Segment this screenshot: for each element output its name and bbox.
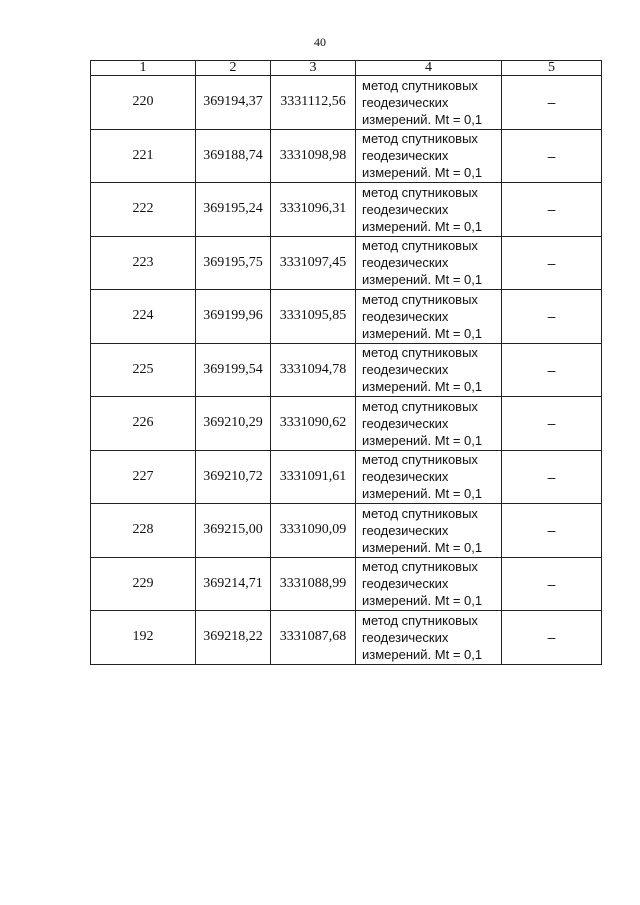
column-header-2: 2 bbox=[196, 61, 271, 76]
point-number-cell: 227 bbox=[91, 450, 196, 504]
column-header-4: 4 bbox=[356, 61, 502, 76]
point-number-cell: 222 bbox=[91, 183, 196, 237]
x-coordinate-cell: 369195,24 bbox=[196, 183, 271, 237]
y-coordinate-cell: 3331097,45 bbox=[271, 236, 356, 290]
method-cell: метод спутниковых геодезических измерений. Mt = 0,1 bbox=[356, 183, 502, 237]
y-coordinate-cell: 3331095,85 bbox=[271, 290, 356, 344]
table-row bbox=[91, 397, 602, 451]
table-row bbox=[91, 450, 602, 504]
point-number-cell: 229 bbox=[91, 557, 196, 611]
table-row bbox=[91, 236, 602, 290]
column-header-1: 1 bbox=[91, 61, 196, 76]
column-header-3: 3 bbox=[271, 61, 356, 76]
note-cell: – bbox=[502, 183, 602, 237]
x-coordinate-cell: 369195,75 bbox=[196, 236, 271, 290]
x-coordinate-cell: 369218,22 bbox=[196, 611, 271, 665]
x-coordinate-cell: 369199,54 bbox=[196, 343, 271, 397]
y-coordinate-cell: 3331098,98 bbox=[271, 129, 356, 183]
column-header-5: 5 bbox=[502, 61, 602, 76]
method-cell: метод спутниковых геодезических измерений. Mt = 0,1 bbox=[356, 557, 502, 611]
table-row bbox=[91, 611, 602, 665]
point-number-cell: 192 bbox=[91, 611, 196, 665]
x-coordinate-cell: 369210,29 bbox=[196, 397, 271, 451]
note-cell: – bbox=[502, 76, 602, 130]
point-number-cell: 228 bbox=[91, 504, 196, 558]
y-coordinate-cell: 3331088,99 bbox=[271, 557, 356, 611]
y-coordinate-cell: 3331091,61 bbox=[271, 450, 356, 504]
x-coordinate-cell: 369188,74 bbox=[196, 129, 271, 183]
x-coordinate-cell: 369194,37 bbox=[196, 76, 271, 130]
method-cell: метод спутниковых геодезических измерений. Mt = 0,1 bbox=[356, 343, 502, 397]
y-coordinate-cell: 3331094,78 bbox=[271, 343, 356, 397]
x-coordinate-cell: 369215,00 bbox=[196, 504, 271, 558]
page-number: 40 bbox=[314, 35, 326, 49]
y-coordinate-cell: 3331112,56 bbox=[271, 76, 356, 130]
table-row bbox=[91, 129, 602, 183]
y-coordinate-cell: 3331090,62 bbox=[271, 397, 356, 451]
table-row bbox=[91, 183, 602, 237]
point-number-cell: 220 bbox=[91, 76, 196, 130]
note-cell: – bbox=[502, 290, 602, 344]
x-coordinate-cell: 369210,72 bbox=[196, 450, 271, 504]
y-coordinate-cell: 3331090,09 bbox=[271, 504, 356, 558]
y-coordinate-cell: 3331087,68 bbox=[271, 611, 356, 665]
point-number-cell: 223 bbox=[91, 236, 196, 290]
method-cell: метод спутниковых геодезических измерений. Mt = 0,1 bbox=[356, 129, 502, 183]
note-cell: – bbox=[502, 129, 602, 183]
point-number-cell: 226 bbox=[91, 397, 196, 451]
table-row bbox=[91, 343, 602, 397]
coordinates-table bbox=[90, 60, 602, 665]
method-cell: метод спутниковых геодезических измерений. Mt = 0,1 bbox=[356, 397, 502, 451]
table-row bbox=[91, 504, 602, 558]
method-cell: метод спутниковых геодезических измерений. Mt = 0,1 bbox=[356, 450, 502, 504]
table-row bbox=[91, 557, 602, 611]
note-cell: – bbox=[502, 504, 602, 558]
method-cell: метод спутниковых геодезических измерений. Mt = 0,1 bbox=[356, 504, 502, 558]
note-cell: – bbox=[502, 236, 602, 290]
point-number-cell: 224 bbox=[91, 290, 196, 344]
method-cell: метод спутниковых геодезических измерений. Mt = 0,1 bbox=[356, 611, 502, 665]
method-cell: метод спутниковых геодезических измерений. Mt = 0,1 bbox=[356, 236, 502, 290]
x-coordinate-cell: 369214,71 bbox=[196, 557, 271, 611]
table-header-row bbox=[91, 61, 602, 76]
table-row bbox=[91, 290, 602, 344]
method-cell: метод спутниковых геодезических измерений. Mt = 0,1 bbox=[356, 76, 502, 130]
note-cell: – bbox=[502, 450, 602, 504]
table-row bbox=[91, 76, 602, 130]
point-number-cell: 221 bbox=[91, 129, 196, 183]
point-number-cell: 225 bbox=[91, 343, 196, 397]
note-cell: – bbox=[502, 397, 602, 451]
note-cell: – bbox=[502, 557, 602, 611]
x-coordinate-cell: 369199,96 bbox=[196, 290, 271, 344]
note-cell: – bbox=[502, 611, 602, 665]
method-cell: метод спутниковых геодезических измерений. Mt = 0,1 bbox=[356, 290, 502, 344]
note-cell: – bbox=[502, 343, 602, 397]
y-coordinate-cell: 3331096,31 bbox=[271, 183, 356, 237]
